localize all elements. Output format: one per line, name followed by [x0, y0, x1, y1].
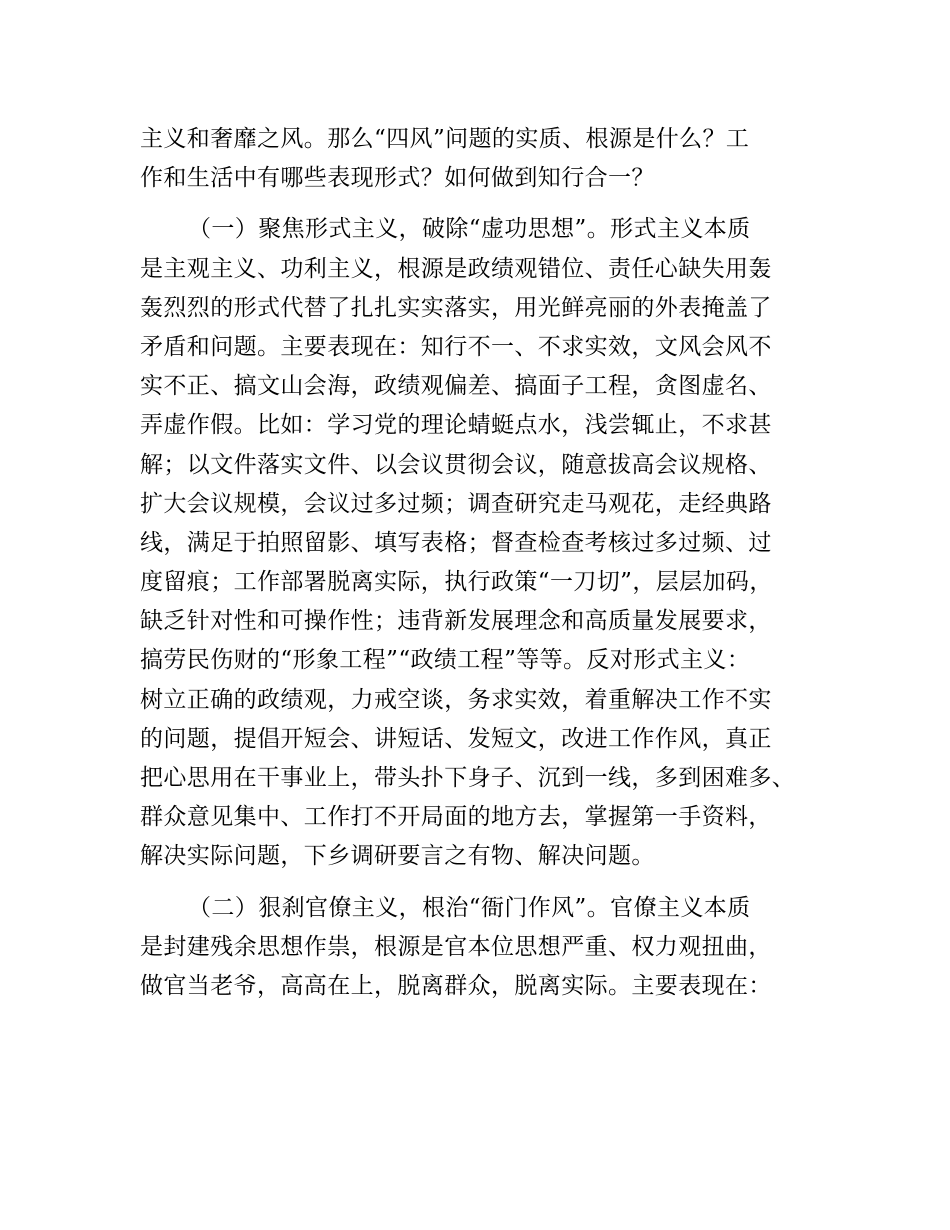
- text-line: 缺乏针对性和可操作性；违背新发展理念和高质量发展要求，: [140, 608, 772, 635]
- paragraph-section-1: [140, 210, 820, 876]
- document-body: [140, 120, 820, 1006]
- paragraph-section-2: [140, 889, 820, 1007]
- text-line: 做官当老爷，高高在上，脱离群众，脱离实际。主要表现在：: [140, 972, 772, 999]
- text-line: 弄虚作假。比如：学习党的理论蜻蜓点水，浅尝辄止，不求甚: [140, 412, 772, 439]
- text-line: 是封建残余思想作祟，根源是官本位思想严重、权力观扭曲，: [140, 933, 772, 960]
- text-line: 线，满足于拍照留影、填写表格；督查检查考核过多过频、过: [140, 529, 772, 556]
- paragraph-intro: [140, 120, 820, 198]
- text-line: 扩大会议规模，会议过多过频；调查研究走马观花，走经典路: [140, 490, 772, 517]
- text-line: 轰烈烈的形式代替了扎扎实实落实，用光鲜亮丽的外表掩盖了: [140, 294, 772, 321]
- paragraph-gap: [140, 877, 820, 889]
- text-line: 是主观主义、功利主义，根源是政绩观错位、责任心缺失用轰: [140, 255, 772, 282]
- text-line: 解决实际问题，下乡调研要言之有物、解决问题。: [140, 843, 655, 870]
- text-line: 把心思用在干事业上，带头扑下身子、沉到一线，多到困难多、: [140, 765, 796, 791]
- section-heading-line: （二）狠刹官僚主义，根治“衙门作风”。官僚主义本质: [188, 894, 751, 921]
- text-line: 的问题，提倡开短会、讲短话、发短文，改进工作作风，真正: [140, 725, 772, 752]
- text-line: 矛盾和问题。主要表现在：知行不一、不求实效，文风会风不: [140, 333, 772, 360]
- text-line: 搞劳民伤财的“形象工程”“政绩工程”等等。反对形式主义：: [140, 647, 751, 674]
- paragraph-gap: [140, 198, 820, 210]
- text-line: 主义和奢靡之风。那么“四风”问题的实质、根源是什么？工: [140, 126, 750, 152]
- text-line: 解；以文件落实文件、以会议贯彻会议，随意拔高会议规格、: [140, 451, 772, 478]
- text-line: 群众意见集中、工作打不开局面的地方去，掌握第一手资料，: [140, 804, 772, 831]
- text-line: 度留痕；工作部署脱离实际，执行政策“一刀切”，层层加码，: [140, 569, 773, 596]
- text-line: 作和生活中有哪些表现形式？如何做到知行合一？: [140, 165, 655, 192]
- section-heading-line: （一）聚焦形式主义，破除“虚功思想”。形式主义本质: [188, 216, 751, 243]
- text-line: 实不正、搞文山会海，政绩观偏差、搞面子工程，贪图虚名、: [140, 373, 772, 400]
- text-line: 树立正确的政绩观，力戒空谈，务求实效，着重解决工作不实: [140, 686, 772, 713]
